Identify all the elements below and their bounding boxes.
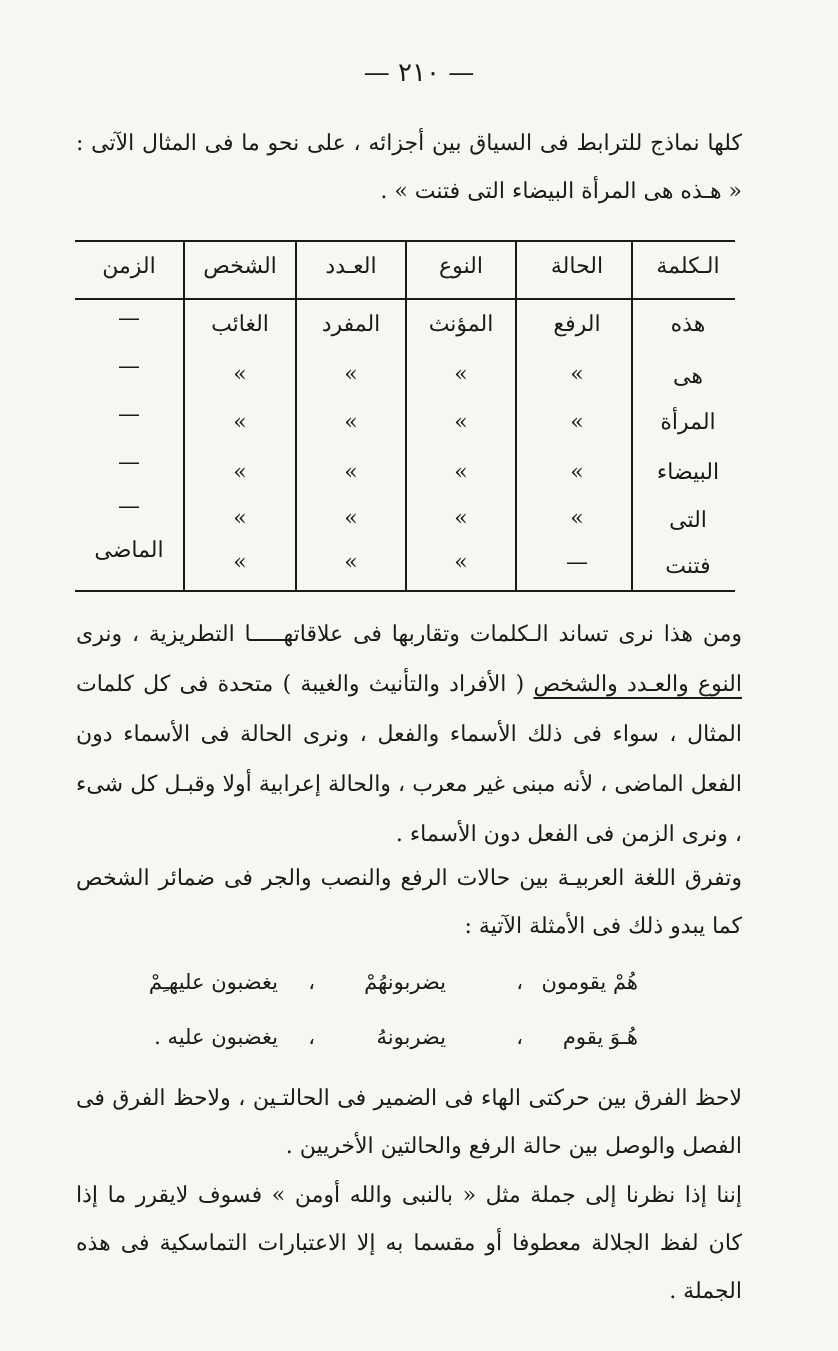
example-separator: ، xyxy=(516,1025,523,1049)
table-cell: » xyxy=(233,550,247,575)
table-header-gender: النوع xyxy=(439,254,483,279)
paragraph-oath: إننا إذا نظرنا إلى جملة مثل « بالنبى والله أومن » فسوف لايقرر ما إذا كان لفظ الجلالة معطوفا أو مقسما به إلا الاعتبارات التماسكية فى هذه الجملة . xyxy=(76,1183,742,1304)
table-header-person: الشخص xyxy=(203,254,277,279)
table-cell: — xyxy=(118,450,140,475)
paragraph-analysis xyxy=(76,610,742,860)
example-item: هُـوَ يقوم xyxy=(562,1025,638,1049)
paragraph-intro: كلها نماذج للترابط فى السياق بين أجزائه ، على نحو ما فى المثال الآتى : « هـذه هى المرأة البيضاء التى فتنت » . xyxy=(76,131,742,204)
analysis-text-start: ومن هذا نرى تساند الـكلمات وتقاربها فى علاقاتهـــــا التطريزية ، ونرى xyxy=(76,622,742,647)
table-cell: » xyxy=(233,506,247,531)
table-header-number: العـدد xyxy=(325,254,377,279)
table-cell: — xyxy=(118,354,140,379)
example-separator: ، xyxy=(308,1025,315,1049)
table-cell: » xyxy=(454,550,468,575)
table-cell: » xyxy=(570,410,584,435)
table-cell: — xyxy=(118,402,140,427)
table-cell: المرأة xyxy=(660,410,716,435)
example-separator: ، xyxy=(516,970,523,994)
table-cell: » xyxy=(344,506,358,531)
table-header-case: الحالة xyxy=(550,254,604,279)
example-item: يضربونهُمْ xyxy=(364,970,446,994)
underlined-phrase: النوع والعـدد والشخص xyxy=(533,672,742,697)
table-cell: » xyxy=(454,460,468,485)
table-cell: » xyxy=(454,410,468,435)
table-cell: » xyxy=(454,506,468,531)
paragraph-pronouns: وتفرق اللغة العربيـة بين حالات الرفع والنصب والجر فى ضمائر الشخص كما يبدو ذلك فى الأمثلة الآتية : xyxy=(76,866,742,939)
table-cell: الغائب xyxy=(211,312,269,337)
table-header-tense: الزمن xyxy=(102,254,156,279)
table-cell: » xyxy=(233,362,247,387)
analysis-text-end: ( الأفراد والتأنيث والغيبة ) متحدة فى كل كلمات المثال ، سواء فى ذلك الأسماء والفعل ، ونرى الحالة فى الأسماء دون الفعل الماضى ، لأنه مبنى غير معرب ، والحالة إعرابية أولا وقبـل كل شىء ، ونرى الزمن فى الفعل دون الأسماء . xyxy=(76,672,742,847)
table-cell: » xyxy=(344,410,358,435)
table-cell: الرفع xyxy=(553,312,601,337)
grammar-table xyxy=(75,238,735,594)
example-item: يغضبون عليه . xyxy=(154,1025,278,1049)
table-cell: » xyxy=(570,506,584,531)
table-cell: التى xyxy=(669,508,707,533)
table-cell: » xyxy=(570,362,584,387)
table-bottom-rule xyxy=(75,590,735,592)
table-cell: — xyxy=(118,494,140,519)
table-cell: » xyxy=(344,550,358,575)
table-cell: البيضاء xyxy=(656,460,720,485)
table-cell: » xyxy=(233,410,247,435)
table-column-rule xyxy=(631,240,633,590)
table-cell: — xyxy=(118,306,140,331)
table-cell: » xyxy=(344,460,358,485)
table-header-word: الـكلمة xyxy=(656,254,720,279)
example-item: يضربونهُ xyxy=(376,1025,446,1049)
table-cell: المؤنث xyxy=(428,312,494,337)
table-cell: هى xyxy=(673,364,703,389)
example-item: يغضبون عليهـِمْ xyxy=(148,970,278,994)
table-cell: فتنت xyxy=(665,554,711,579)
table-column-rule xyxy=(515,240,517,590)
example-separator: ، xyxy=(308,970,315,994)
example-item: هُمْ يقومون xyxy=(541,970,638,994)
table-cell: هذه xyxy=(670,312,706,337)
table-cell: » xyxy=(344,362,358,387)
paragraph-notice: لاحظ الفرق بين حركتى الهاء فى الضمير فى الحالتـين ، ولاحظ الفرق فى الفصل والوصل بين حالة الرفع والحالتين الأخريين . xyxy=(76,1086,742,1159)
table-cell: » xyxy=(570,460,584,485)
table-cell: المفرد xyxy=(321,312,381,337)
page-number: — ٢١٠ — xyxy=(363,58,475,88)
table-cell: » xyxy=(233,460,247,485)
table-cell: الماضى xyxy=(94,538,164,563)
table-cell: — xyxy=(566,550,588,575)
table-cell: » xyxy=(454,362,468,387)
